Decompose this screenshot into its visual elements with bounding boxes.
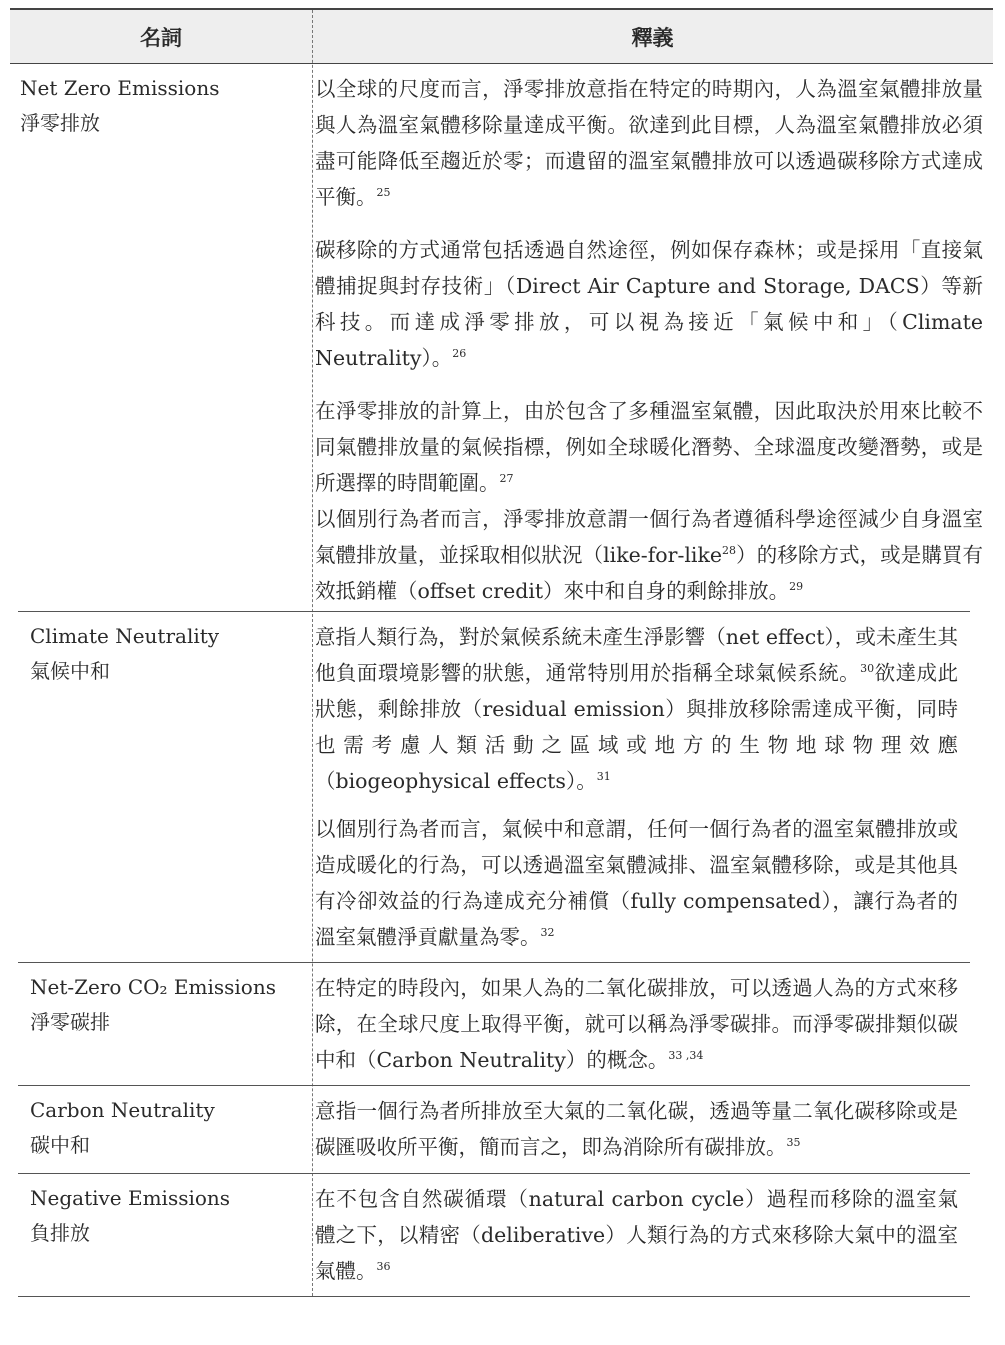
term-english: Net Zero Emissions <box>20 76 220 100</box>
definition-paragraph: 在不包含自然碳循環（natural carbon cycle）過程而移除的溫室氣體之下，以精密（deliberative）人類行為的方式來移除大氣中的溫室氣體。$^{36}$ <box>315 1187 958 1283</box>
definition-paragraph: 碳移除的方式通常包括透過自然途徑，例如保存森林；或是採用「直接氣體捕捉與封存技術」（Direct Air Capture and Storage, DACS）等新科技。而達成淨零排放，可以視為接近「氣候中和」（Climate Neutrality）。$^{26}$ <box>315 238 983 370</box>
definition-paragraph: 以個別行為者而言，淨零排放意謂一個行為者遵循科學途徑減少自身溫室氣體排放量，並採取相似狀況（like-for-like$^{28}$）的移除方式，或是購買有效抵銷權（offset credit）來中和自身的剩餘排放。$^{29}$ <box>315 507 984 603</box>
term-cell <box>30 619 219 689</box>
footnote-ref: 36 <box>376 1260 391 1274</box>
definition-paragraph: 在淨零排放的計算上，由於包含了多種溫室氣體，因此取決於用來比較不同氣體排放量的氣候指標，例如全球暖化潛勢、全球溫度改變潛勢，或是所選擇的時間範圍。$^{27}$ <box>315 399 983 495</box>
definition-cell <box>315 71 983 609</box>
term-english: Carbon Neutrality <box>30 1098 215 1122</box>
definition-paragraph: 以個別行為者而言，氣候中和意謂，任何一個行為者的溫室氣體排放或造成暖化的行為，可以透過溫室氣體減排、溫室氣體移除，或是其他具有冷卻效益的行為達成充分補償（fully compensated），讓行為者的溫室氣體淨貢獻量為零。$^{32}$ <box>315 817 958 949</box>
footnote-ref: 27 <box>499 472 514 486</box>
definition-paragraph: 以全球的尺度而言，淨零排放意指在特定的時期內，人為溫室氣體排放量與人為溫室氣體移除量達成平衡。欲達到此目標，人為溫室氣體排放必須盡可能降低至趨近於零；而遺留的溫室氣體排放可以透過碳移除方式達成平衡。$^{25}$ <box>315 77 983 209</box>
term-chinese: 氣候中和 <box>30 659 110 683</box>
footnote-ref: 35 <box>786 1136 801 1150</box>
term-chinese: 負排放 <box>30 1221 90 1245</box>
term-chinese: 碳中和 <box>30 1133 90 1157</box>
footnote-ref: 28 <box>722 544 737 558</box>
footnote-ref: 32 <box>540 926 555 940</box>
term-cell <box>30 970 276 1040</box>
term-chinese: 淨零碳排 <box>30 1010 110 1034</box>
definition-cell <box>315 619 958 955</box>
glossary-table <box>10 8 993 64</box>
row-divider <box>18 962 970 963</box>
row-divider <box>18 611 970 612</box>
term-cell <box>30 1093 215 1163</box>
definition-paragraph: 意指人類行為，對於氣候系統未產生淨影響（net effect），或未產生其他負面環境影響的狀態，通常特別用於指稱全球氣候系統。$^{30}$欲達成此狀態，剩餘排放（residual emission）與排放移除需達成平衡，同時也需考慮人類活動之區域或地方的生物地球物理效應（biogeophysical effects）。$^{31}$ <box>315 625 959 793</box>
term-chinese: 淨零排放 <box>20 111 100 135</box>
term-english: Climate Neutrality <box>30 624 220 648</box>
term-english: Negative Emissions <box>30 1186 231 1210</box>
header-term: 名詞 <box>140 24 182 50</box>
footnote-ref: 25 <box>376 186 391 200</box>
definition-cell <box>315 1093 958 1165</box>
table-bottom-rule <box>18 1296 970 1297</box>
term-english: Net-Zero CO₂ Emissions <box>30 975 276 999</box>
footnote-ref: 29 <box>789 580 804 594</box>
term-cell <box>20 71 220 141</box>
header-definition: 釋義 <box>631 24 674 50</box>
definition-cell <box>315 970 958 1078</box>
row-divider <box>18 1085 970 1086</box>
definition-paragraph: 意指一個行為者所排放至大氣的二氧化碳，透過等量二氧化碳移除或是碳匯吸收所平衡，簡而言之，即為消除所有碳排放。$^{35}$ <box>315 1099 958 1159</box>
footnote-ref: 31 <box>596 770 611 784</box>
column-divider <box>312 10 313 1296</box>
definition-cell <box>315 1181 958 1289</box>
table-header <box>10 8 993 64</box>
term-cell <box>30 1181 230 1251</box>
footnote-ref: 26 <box>452 347 467 361</box>
footnote-ref: 33 ,34 <box>668 1049 704 1063</box>
row-divider <box>18 1173 970 1174</box>
definition-paragraph: 在特定的時段內，如果人為的二氧化碳排放，可以透過人為的方式來移除，在全球尺度上取得平衡，就可以稱為淨零碳排。而淨零碳排類似碳中和（Carbon Neutrality）的概念。$^{33 ,34}$ <box>315 976 958 1072</box>
footnote-ref: 30 <box>860 662 875 676</box>
